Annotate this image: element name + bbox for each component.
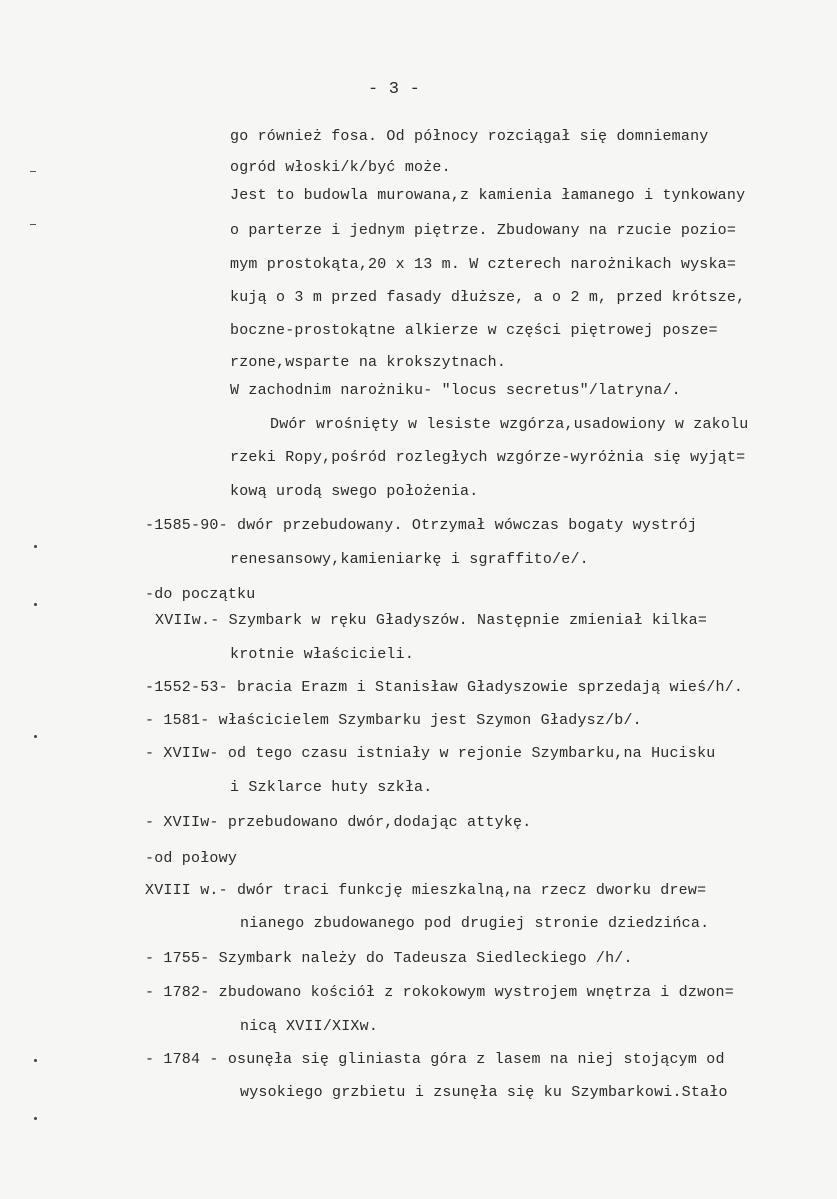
text-line: boczne-prostokątne alkierze w części piętrowej posze= (230, 322, 718, 339)
text-line: Jest to budowla murowana,z kamienia łamanego i tynkowany (230, 187, 746, 204)
text-line: -1552-53- bracia Erazm i Stanisław Gładyszowie sprzedają wieś/h/. (145, 679, 744, 696)
text-line: o parterze i jednym piętrze. Zbudowany na rzucie pozio= (230, 222, 737, 239)
text-line: -1585-90- dwór przebudowany. Otrzymał wówczas bogaty wystrój (145, 517, 698, 534)
margin-dot (34, 735, 37, 738)
text-line: -do początku (145, 586, 256, 603)
text-line: renesansowy,kamieniarkę i sgraffito/e/. (230, 551, 589, 568)
text-line: - 1581- właścicielem Szymbarku jest Szymon Gładysz/b/. (145, 712, 642, 729)
text-line: mym prostokąta,20 x 13 m. W czterech narożnikach wyska= (230, 256, 737, 273)
margin-dot (34, 1059, 37, 1062)
text-line: nicą XVII/XIXw. (240, 1018, 379, 1035)
margin-mark (30, 224, 36, 225)
text-line: - 1755- Szymbark należy do Tadeusza Siedleckiego /h/. (145, 950, 633, 967)
text-line: rzeki Ropy,pośród rozległych wzgórze-wyróżnia się wyjąt= (230, 449, 746, 466)
text-line: krotnie właścicieli. (230, 646, 415, 663)
text-line: ogród włoski/k/być może. (230, 159, 451, 176)
margin-mark (30, 171, 36, 172)
text-line: rzone,wsparte na krokszytnach. (230, 354, 507, 371)
page-number: - 3 - (368, 80, 421, 99)
text-line: Dwór wrośnięty w lesiste wzgórza,usadowiony w zakolu (270, 416, 749, 433)
text-line: kują o 3 m przed fasady dłuższe, a o 2 m, przed krótsze, (230, 289, 746, 306)
text-line: i Szklarce huty szkła. (230, 779, 433, 796)
text-line: - XVIIw- przebudowano dwór,dodając attykę. (145, 814, 532, 831)
text-line: - XVIIw- od tego czasu istniały w rejonie Szymbarku,na Hucisku (145, 745, 716, 762)
margin-dot (34, 1117, 37, 1120)
text-line: W zachodnim narożniku- "locus secretus"/latryna/. (230, 382, 681, 399)
text-line: XVIIw.- Szymbark w ręku Gładyszów. Następnie zmieniał kilka= (155, 612, 708, 629)
text-line: -od połowy (145, 850, 238, 867)
text-line: - 1784 - osunęła się gliniasta góra z lasem na niej stojącym od (145, 1051, 725, 1068)
text-line: wysokiego grzbietu i zsunęła się ku Szymbarkowi.Stało (240, 1084, 728, 1101)
margin-dot (34, 603, 37, 606)
text-line: XVIII w.- dwór traci funkcję mieszkalną,na rzecz dworku drew= (145, 882, 707, 899)
text-line: kową urodą swego położenia. (230, 483, 479, 500)
margin-dot (34, 545, 37, 548)
text-line: - 1782- zbudowano kościół z rokokowym wystrojem wnętrza i dzwon= (145, 984, 734, 1001)
text-line: nianego zbudowanego pod drugiej stronie dziedzińca. (240, 915, 710, 932)
text-line: go również fosa. Od północy rozciągał się domniemany (230, 128, 709, 145)
